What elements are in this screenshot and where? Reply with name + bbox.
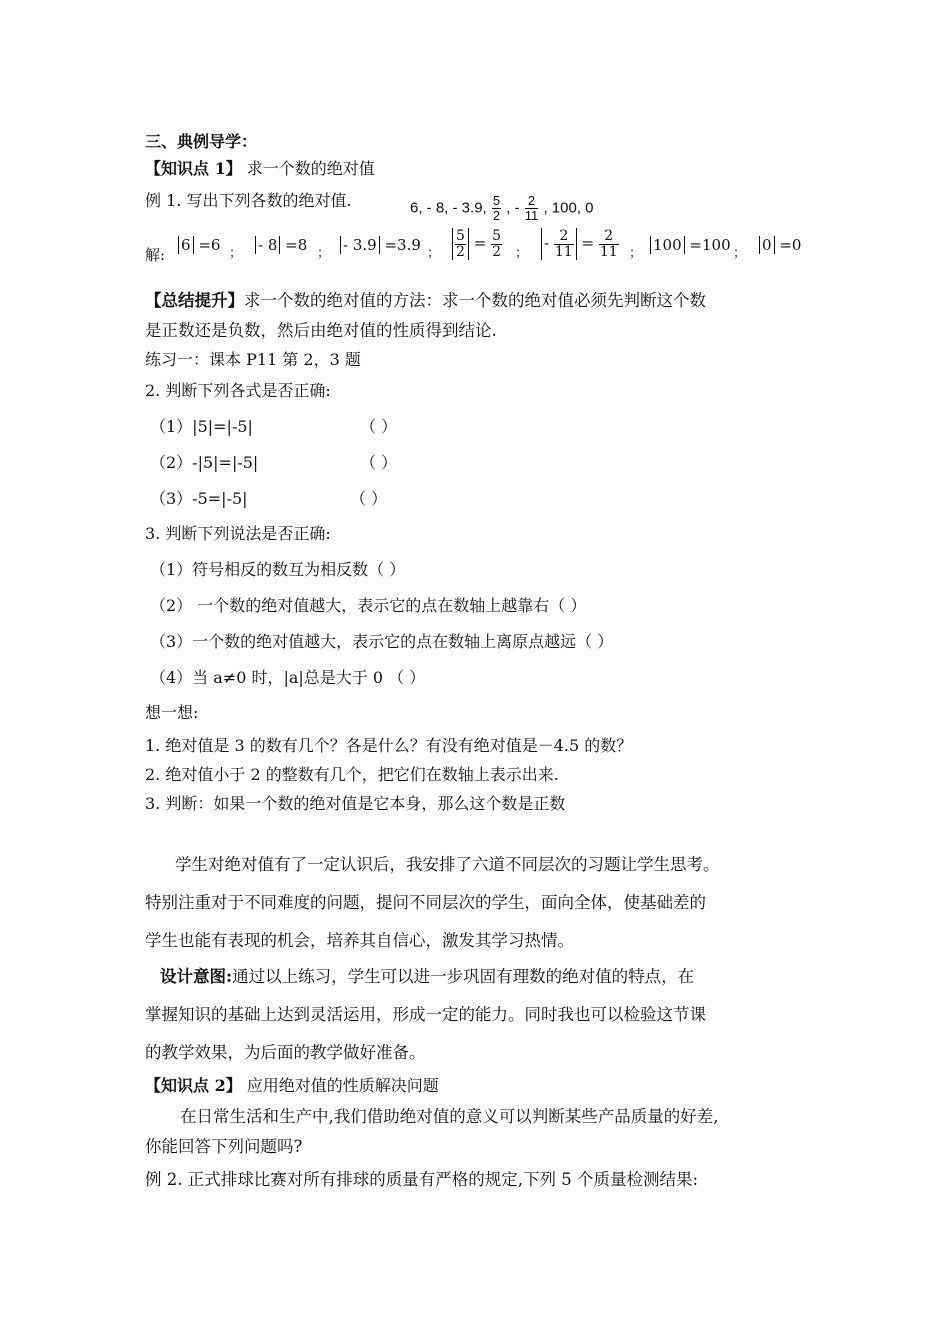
q2-item-2: （2）-|5|=|-5| xyxy=(150,453,259,472)
think-item-1: 1. 绝对值是 3 的数有几个？各是什么？有没有绝对值是－4.5 的数？ xyxy=(145,736,633,755)
abs-5-2-rnum: 5 xyxy=(492,227,501,244)
q3-item-4: （4）当 a≠0 时，|a|总是大于 0 （ ） xyxy=(150,668,426,687)
kp2-title: 应用绝对值的性质解决问题 xyxy=(241,1076,439,1095)
design-intent-line-1 xyxy=(160,966,694,988)
paragraph-2-line-2: 你能回答下列问题吗? xyxy=(145,1137,303,1156)
abs-6-result: =6 xyxy=(193,236,221,254)
summary-line-1 xyxy=(145,290,706,312)
fraction-2-11 xyxy=(525,194,539,223)
design-intent-text-1: 通过以上练习，学生可以进一步巩固有理数的绝对值的特点，在 xyxy=(232,967,695,986)
abs-100-result: =100 xyxy=(684,236,731,254)
design-intent-line-3: 的教学效果，为后面的教学做好准备。 xyxy=(145,1043,426,1062)
q3-item-2: （2） 一个数的绝对值越大，表示它的点在数轴上越靠右（ ） xyxy=(150,596,587,615)
question-2-title: 2. 判断下列各式是否正确: xyxy=(145,381,331,400)
solution-label: 解: xyxy=(145,246,166,264)
paragraph-1-line-3: 学生也能有表现的机会，培养其自信心，激发其学习热情。 xyxy=(145,931,574,950)
example-1-solution xyxy=(145,227,825,266)
solution-abs-neg2-11 xyxy=(541,228,619,260)
q3-item-1: （1）符号相反的数互为相反数（ ） xyxy=(150,560,406,579)
example-1-numbers xyxy=(410,194,594,223)
section-heading: 三、典例导学： xyxy=(145,132,258,151)
solution-abs-6 xyxy=(178,230,220,260)
example-2-question: 例 2. 正式排球比赛对所有排球的质量有严格的规定,下列 5 个质量检测结果: xyxy=(145,1170,699,1189)
q2-item-3: （3）-5=|-5| xyxy=(150,489,248,508)
frac1-num: 5 xyxy=(492,193,501,208)
design-intent-tag: 设计意图: xyxy=(160,967,233,986)
q2-item-3-paren: （ ） xyxy=(350,489,388,508)
abs-neg3-9-value: - 3.9 xyxy=(340,236,380,254)
abs-neg2-11-den: 11 xyxy=(554,243,573,260)
summary-line-2: 是正数还是负数，然后由绝对值的性质得到结论. xyxy=(145,321,497,340)
kp1-title: 求一个数的绝对值 xyxy=(241,159,375,178)
abs-6-value: 6 xyxy=(178,236,194,254)
solution-abs-neg3-9 xyxy=(340,230,421,260)
frac2-num: 2 xyxy=(525,194,539,209)
sep-2: ； xyxy=(317,246,331,261)
kp1-tag: 【知识点 1】 xyxy=(145,159,242,178)
example-1-question: 例 1. 写出下列各数的绝对值. xyxy=(145,191,352,210)
fraction-5-2 xyxy=(492,194,501,223)
frac1-den: 2 xyxy=(492,208,501,223)
paragraph-1-line-1: 学生对绝对值有了一定认识后，我安排了六道不同层次的习题让学生思考。 xyxy=(175,855,720,874)
numbers-part-a: 6, - 8, - 3.9, xyxy=(410,199,487,217)
sep-5: ； xyxy=(629,246,643,261)
solution-abs-5-2 xyxy=(452,228,502,260)
sep-3: ； xyxy=(427,246,441,261)
solution-abs-neg8 xyxy=(255,230,307,260)
abs-5-2-frac xyxy=(455,229,466,260)
abs-5-2-num: 5 xyxy=(456,227,465,244)
abs-neg3-9-result: =3.9 xyxy=(379,236,421,254)
paragraph-1-line-2: 特别注重对于不同难度的问题，提问不同层次的学生，面向全体，使基础差的 xyxy=(145,893,706,912)
practice-1: 练习一：课本 P11 第 2，3 题 xyxy=(145,350,361,369)
q2-item-2-paren: （ ） xyxy=(360,453,398,472)
abs-neg2-11-box xyxy=(541,228,577,260)
abs-5-2-rden: 2 xyxy=(492,243,501,260)
abs-100-value: 100 xyxy=(650,236,685,254)
abs-neg2-11-num: 2 xyxy=(554,229,574,245)
abs-0-value: 0 xyxy=(759,236,775,254)
sep-1: ； xyxy=(229,246,243,261)
knowledge-point-2 xyxy=(145,1075,439,1097)
think-item-2: 2. 绝对值小于 2 的整数有几个，把它们在数轴上表示出来. xyxy=(145,765,559,784)
sep-6: ； xyxy=(733,246,747,261)
design-intent-line-2: 掌握知识的基础上达到灵活运用，形成一定的能力。同时我也可以检验这节课 xyxy=(145,1005,706,1024)
q3-item-3: （3）一个数的绝对值越大，表示它的点在数轴上离原点越远（ ） xyxy=(150,632,614,651)
solution-abs-0 xyxy=(759,230,801,260)
abs-neg2-11-frac xyxy=(554,229,574,260)
abs-neg2-11-result xyxy=(599,229,619,260)
abs-neg2-11-eq: = xyxy=(581,234,595,252)
abs-neg2-11-sign: - xyxy=(544,234,550,253)
abs-5-2-result xyxy=(491,229,502,260)
paragraph-2-line-1: 在日常生活和生产中,我们借助绝对值的意义可以判断某些产品质量的好差, xyxy=(180,1107,719,1126)
summary-tag: 【总结提升】 xyxy=(145,291,244,310)
abs-5-2-box xyxy=(452,228,469,260)
think-item-3: 3. 判断：如果一个数的绝对值是它本身，那么这个数是正数 xyxy=(145,794,566,813)
think-title: 想一想: xyxy=(145,703,199,722)
abs-neg2-11-rden: 11 xyxy=(599,243,618,260)
abs-neg8-value: - 8 xyxy=(255,236,280,254)
question-3-title: 3. 判断下列说法是否正确: xyxy=(145,524,331,543)
frac2-den: 11 xyxy=(524,208,539,223)
abs-neg2-11-rnum: 2 xyxy=(599,229,619,245)
abs-5-2-den: 2 xyxy=(456,243,465,260)
abs-0-result: =0 xyxy=(774,236,802,254)
q2-item-1: （1）|5|=|-5| xyxy=(150,417,253,436)
summary-text-1: 求一个数的绝对值的方法：求一个数的绝对值必须先判断这个数 xyxy=(244,291,706,310)
numbers-part-c: , 100, 0 xyxy=(543,199,594,217)
sep-4: ； xyxy=(515,246,529,261)
q2-item-1-paren: （ ） xyxy=(360,417,398,436)
kp2-tag: 【知识点 2】 xyxy=(145,1076,242,1095)
knowledge-point-1 xyxy=(145,158,375,180)
abs-neg8-result: =8 xyxy=(280,236,308,254)
abs-5-2-eq: = xyxy=(473,234,487,252)
numbers-part-b: , - xyxy=(506,199,520,217)
solution-abs-100 xyxy=(650,230,731,260)
